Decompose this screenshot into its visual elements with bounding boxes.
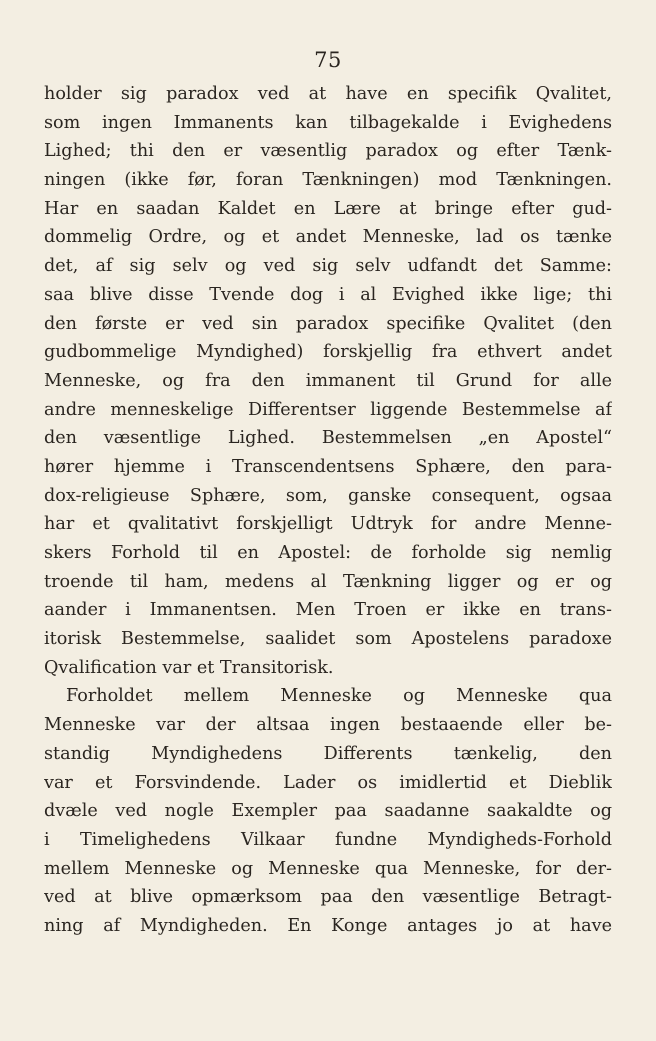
text-line: ved at blive opmærksom paa den væsentlige Betragt-	[44, 887, 612, 908]
text-line: hører hjemme i Transcendentsens Sphære, den para-	[44, 456, 612, 477]
text-line: Forholdet mellem Menneske og Menneske qua	[66, 686, 612, 707]
text-line: den første er ved sin paradox specifike Qvalitet (den	[44, 313, 612, 334]
text-line: ning af Myndigheden. En Konge antages jo at have	[44, 915, 612, 936]
text-line: dommelig Ordre, og et andet Menneske, lad os tænke	[44, 227, 612, 248]
text-line: den væsentlige Lighed. Bestemmelsen „en Apostel“	[44, 428, 612, 449]
text-line: det, af sig selv og ved sig selv udfandt det Samme:	[44, 256, 612, 277]
text-line: i Timelighedens Vilkaar fundne Myndigheds-Forhold	[44, 829, 612, 850]
text-line: dvæle ved nogle Exempler paa saadanne saakaldte og	[44, 801, 612, 822]
text-line: andre menneskelige Differentser liggende Bestemmelse af	[44, 399, 612, 420]
text-line: holder sig paradox ved at have en specifik Qvalitet,	[44, 84, 612, 104]
text-line: saa blive disse Tvende dog i al Evighed ikke lige; thi	[44, 284, 612, 305]
text-line: standig Myndighedens Differents tænkelig, den	[44, 743, 612, 764]
text-line: aander i Immanentsen. Men Troen er ikke en trans-	[44, 600, 612, 621]
text-line: Har en saadan Kaldet en Lære at bringe efter gud-	[44, 198, 612, 219]
text-line: var et Forsvindende. Lader os imidlertid et Dieblik	[44, 772, 612, 793]
text-line: skers Forhold til en Apostel: de forholde sig nemlig	[44, 543, 612, 563]
text-line: mellem Menneske og Menneske qua Menneske, for der-	[44, 858, 612, 879]
text-line: ningen (ikke før, foran Tænkningen) mod Tænkningen.	[44, 170, 612, 191]
text-line: Menneske, og fra den immanent til Grund for alle	[44, 370, 612, 391]
text-line: itorisk Bestemmelse, saalidet som Apostelens paradoxe	[44, 629, 612, 650]
text-line: troende til ham, medens al Tænkning ligger og er og	[44, 571, 612, 592]
text-line: Menneske var der altsaa ingen bestaaende eller be-	[44, 715, 612, 736]
page-number: 75	[314, 48, 342, 72]
text-line: har et qvalitativt forskjelligt Udtryk for andre Menne-	[44, 514, 612, 535]
body-text	[44, 80, 612, 941]
text-line: Qvalification var et Transitorisk.	[44, 657, 334, 678]
text-line: Lighed; thi den er væsentlig paradox og efter Tænk-	[44, 141, 612, 162]
text-line: gudbommelige Myndighed) forskjellig fra ethvert andet	[44, 342, 612, 363]
text-line: som ingen Immanents kan tilbagekalde i Evighedens	[44, 112, 612, 133]
text-line: dox-religieuse Sphære, som, ganske consequent, ogsaa	[44, 485, 612, 506]
